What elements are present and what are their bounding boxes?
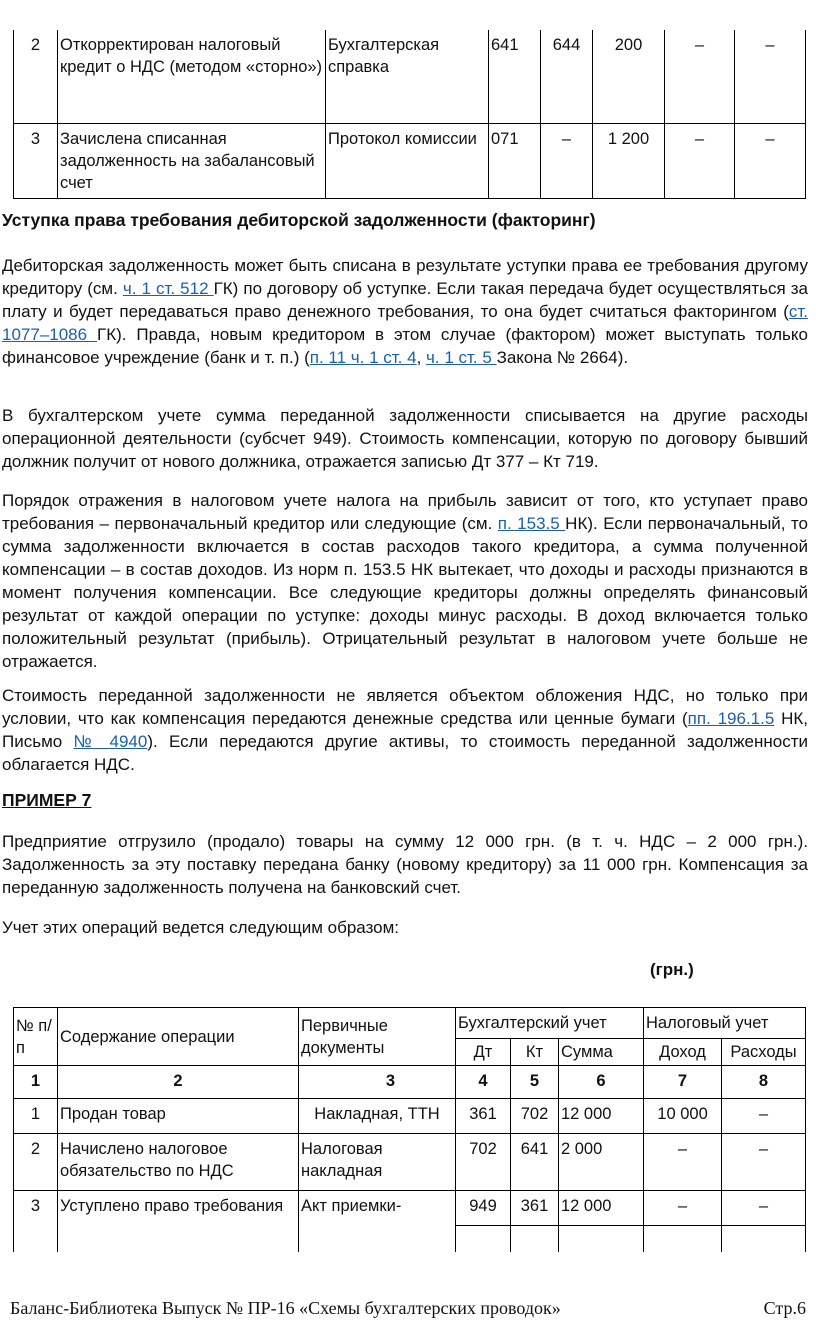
cell-number: 3	[14, 124, 58, 199]
cell-debit: 361	[456, 1099, 511, 1134]
cell-debit: 949	[456, 1191, 511, 1226]
header-expense: Расходы	[722, 1039, 806, 1066]
cell-empty	[58, 1226, 299, 1253]
cell-sum: 1 200	[593, 124, 665, 199]
cell-document: Акт приемки-	[299, 1191, 456, 1226]
cell-credit: 361	[511, 1191, 559, 1226]
top-table	[13, 30, 806, 199]
header-debit: Дт	[456, 1039, 511, 1066]
cell-document: Бухгалтерская справка	[326, 30, 489, 124]
column-numbers-row	[14, 1066, 806, 1099]
cell-income: 10 000	[644, 1099, 722, 1134]
footer-publication: Баланс-Библиотека Выпуск № ПР-16 «Схемы бухгалтерских проводок»	[10, 1298, 561, 1318]
table-row	[14, 1099, 806, 1134]
header-content: Содержание операции	[58, 1008, 299, 1066]
page-number: Стр.6	[763, 1298, 806, 1318]
paragraph-intro-table: Учет этих операций ведется следующим образом:	[2, 918, 400, 937]
text: Дебиторская задолженность может быть списана в результате уступки права ее требования другому кредитору (см.	[2, 256, 808, 298]
cell-income: –	[665, 124, 735, 199]
text: Закона № 2664).	[496, 348, 629, 367]
cell-credit: 644	[541, 30, 593, 124]
letter-link[interactable]: № 4940	[73, 732, 148, 751]
cell-empty	[511, 1226, 559, 1253]
paragraph-tax	[2, 489, 808, 673]
table-row	[14, 30, 806, 124]
cell-debit: 071	[489, 124, 541, 199]
cell-content: Откорректирован налоговый кредит о НДС (методом «сторно»)	[58, 30, 326, 124]
cell-content: Начислено налоговое обязательство по НДС	[58, 1134, 299, 1191]
currency-unit: (грн.)	[650, 960, 694, 979]
header-credit: Кт	[511, 1039, 559, 1066]
header-accounting: Бухгалтерский учет	[456, 1008, 644, 1039]
cell-empty	[559, 1226, 644, 1253]
cell-sum: 200	[593, 30, 665, 124]
cell-number: 2	[14, 30, 58, 124]
cell-content: Уступлено право требования	[58, 1191, 299, 1226]
cell-credit: 641	[511, 1134, 559, 1191]
page-footer	[10, 1298, 806, 1319]
law-link[interactable]: ч. 1 ст. 512	[122, 279, 214, 298]
text: ГК) по договору об уступке. Если такая передача будет осуществляться за плату и будет передаваться право денежного требования, то она будет считаться факторингом (	[2, 279, 808, 321]
column-number: 4	[456, 1066, 511, 1099]
paragraph-factoring-intro	[2, 254, 808, 369]
cell-empty	[14, 1226, 58, 1253]
column-number: 5	[511, 1066, 559, 1099]
cell-expense: –	[735, 124, 806, 199]
law-link[interactable]: ч. 1 ст. 5	[426, 348, 497, 367]
text: ,	[416, 348, 427, 367]
paragraph-accounting: В бухгалтерском учете сумма переданной задолженности списывается на другие расходы операционной деятельности (субсчет 949). Стоимость компенсации, которую по договору бывший должник получит от нового должника, отражается записью Дт 377 – Кт 719.	[2, 406, 808, 471]
column-number: 7	[644, 1066, 722, 1099]
text: НК, Письмо	[2, 709, 809, 751]
law-link[interactable]: п. 153.5	[497, 514, 566, 533]
cell-document: Налоговая накладная	[299, 1134, 456, 1191]
cell-empty	[456, 1226, 511, 1253]
cell-content: Зачислена списанная задолженность на забалансовый счет	[58, 124, 326, 199]
cell-number: 3	[14, 1191, 58, 1226]
header-income: Доход	[644, 1039, 722, 1066]
law-link[interactable]: ст. 1077–1086	[2, 302, 808, 344]
cell-income: –	[644, 1191, 722, 1226]
text: НК). Если первоначальный, то сумма задолженности включается в состав расходов такого кредитора, а сумма полученной компенсации – в состав доходов. Из норм п. 153.5 НК вытекает, что доходы и расходы признаются в момент получения компенсации. Все следующие кредиторы должны определять финансовый результат от каждой операции по уступке: доходы минус расходы. В доход включается только положительный результат (прибыль). Отрицательный результат в налоговом учете больше не отражается.	[2, 514, 809, 671]
example-title: ПРИМЕР 7	[2, 790, 92, 810]
table-row	[14, 1134, 806, 1191]
column-number: 3	[299, 1066, 456, 1099]
cell-number: 2	[14, 1134, 58, 1191]
cell-empty	[722, 1226, 806, 1253]
paragraph-example: Предприятие отгрузило (продало) товары на сумму 12 000 грн. (в т. ч. НДС – 2 000 грн.). Задолженность за эту поставку передана банку (новому кредитору) за 11 000 грн. Компенсация за переданную задолженность получена на банковский счет.	[2, 832, 808, 897]
column-number: 6	[559, 1066, 644, 1099]
header-tax: Налоговый учет	[644, 1008, 806, 1039]
operations-table	[13, 1007, 806, 1252]
text: ). Если передаются другие активы, то стоимость переданной задолженности облагается НДС.	[2, 732, 809, 774]
cell-number: 1	[14, 1099, 58, 1134]
cell-expense: –	[722, 1099, 806, 1134]
cell-expense: –	[722, 1134, 806, 1191]
cell-income: –	[665, 30, 735, 124]
cell-debit: 641	[489, 30, 541, 124]
text: Стоимость переданной задолженности не является объектом обложения НДС, но только при условии, что как компенсация передаются денежные средства или ценные бумаги (	[2, 686, 808, 728]
cell-document: Накладная, ТТН	[299, 1099, 456, 1134]
table-row	[14, 124, 806, 199]
column-number: 2	[58, 1066, 299, 1099]
header-sum: Сумма	[559, 1039, 644, 1066]
cell-expense: –	[722, 1191, 806, 1226]
header-documents: Первичные документы	[299, 1008, 456, 1066]
cell-credit: –	[541, 124, 593, 199]
cell-sum: 2 000	[559, 1134, 644, 1191]
cell-expense: –	[735, 30, 806, 124]
cell-empty	[644, 1226, 722, 1253]
table-row	[14, 1191, 806, 1226]
header-number: № п/п	[14, 1008, 58, 1066]
law-link[interactable]: п. 11 ч. 1 ст. 4	[309, 348, 417, 367]
cell-income: –	[644, 1134, 722, 1191]
cell-empty	[299, 1226, 456, 1253]
cell-sum: 12 000	[559, 1099, 644, 1134]
text: Порядок отражения в налоговом учете налога на прибыль зависит от того, кто уступает право требования – первоначальный кредитор или следующие (см.	[2, 491, 808, 533]
table-header-row	[14, 1008, 806, 1039]
law-link[interactable]: пп. 196.1.5	[687, 709, 775, 728]
section-heading: Уступка права требования дебиторской задолженности (факторинг)	[2, 210, 596, 230]
cell-document: Протокол комиссии	[326, 124, 489, 199]
cell-debit: 702	[456, 1134, 511, 1191]
paragraph-vat	[2, 684, 808, 776]
cell-sum: 12 000	[559, 1191, 644, 1226]
cell-credit: 702	[511, 1099, 559, 1134]
column-number: 8	[722, 1066, 806, 1099]
table-row-continued	[14, 1226, 806, 1253]
text: ГК). Правда, новым кредитором в этом случае (фактором) может выступать только финансовое учреждение (банк и т. п.) (	[2, 325, 808, 367]
cell-content: Продан товар	[58, 1099, 299, 1134]
column-number: 1	[14, 1066, 58, 1099]
